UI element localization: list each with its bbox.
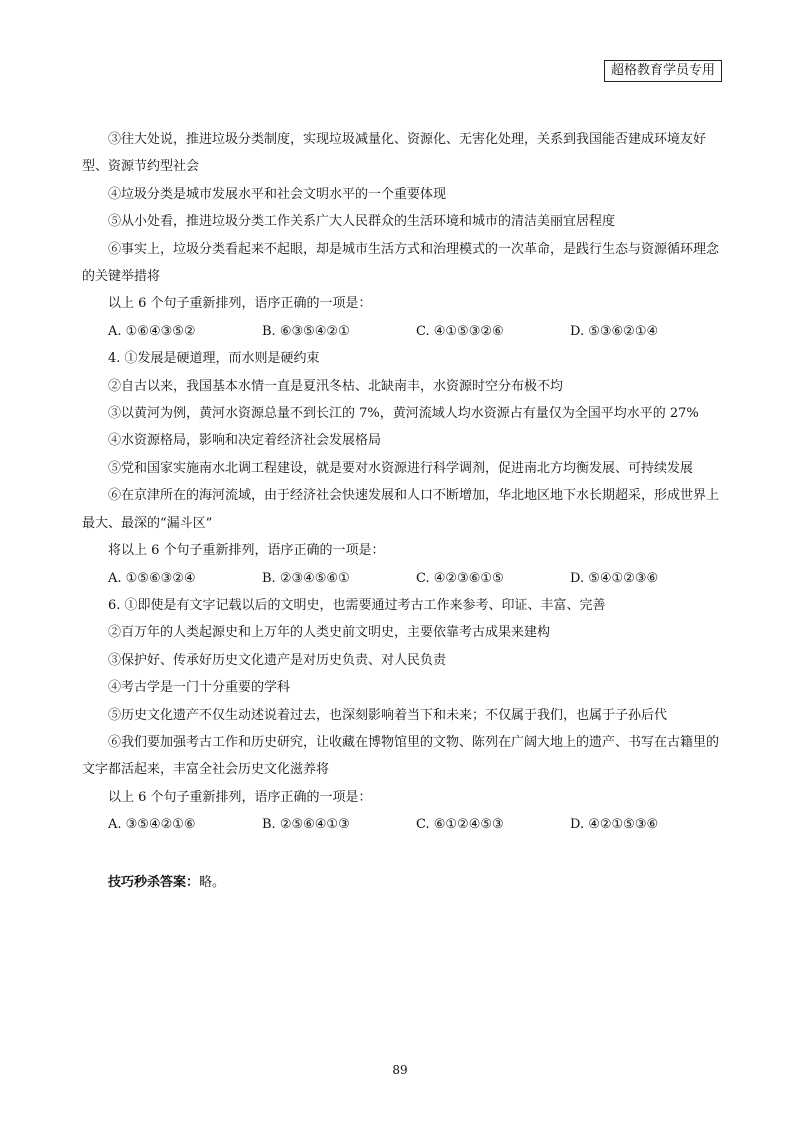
- q6-sentence-4: ④考古学是一门十分重要的学科: [108, 680, 291, 696]
- answer-label: 技巧秒杀答案：: [108, 874, 200, 890]
- sentence-5: ⑤从小处看，推进垃圾分类工作关系广大人民群众的生活环境和城市的清洁美丽宜居程度: [108, 214, 616, 230]
- q4-sentence-6: ⑥在京津所在的海河流域，由于经济社会快速发展和人口不断增加，华北地区地下水长期超采，形成世界上最大、最深的“漏斗区”: [82, 488, 720, 531]
- sentence-4: ④垃圾分类是城市发展水平和社会文明水平的一个重要体现: [108, 186, 447, 202]
- option-a: A. ①⑥④③⑤②: [108, 323, 196, 339]
- option-c: C. ⑥①②④⑤③: [416, 817, 504, 833]
- answer-value: 略。: [199, 874, 226, 890]
- option-d: D. ⑤④①②③⑥: [570, 570, 659, 586]
- options-q6: [82, 811, 724, 838]
- q4-sentence-5: ⑤党和国家实施南水北调工程建设，就是要对水资源进行科学调剂，促进南北方均衡发展、可持续发展: [108, 460, 694, 476]
- answer-line: [82, 869, 724, 896]
- option-d: D. ⑤③⑥②①④: [570, 323, 659, 339]
- option-b: B. ②⑤⑥④①③: [262, 817, 350, 833]
- question-prompt: 以上 6 个句子重新排列，语序正确的一项是：: [108, 296, 372, 312]
- option-a: A. ①⑤⑥③②④: [108, 570, 196, 586]
- option-b: B. ⑥③⑤④②①: [262, 323, 350, 339]
- options-q3: [82, 318, 724, 345]
- sentence-3: ③往大处说，推进垃圾分类制度，实现垃圾减量化、资源化、无害化处理，关系到我国能否建成环境友好型、资源节约型社会: [82, 132, 707, 175]
- page-number: 89: [392, 1063, 408, 1077]
- q4-prompt: 将以上 6 个句子重新排列，语序正确的一项是：: [108, 543, 385, 559]
- document-body: [82, 126, 724, 896]
- option-c: C. ④②③⑥①⑤: [416, 570, 504, 586]
- option-d: D. ④②①⑤③⑥: [570, 817, 659, 833]
- q4-sentence-4: ④水资源格局，影响和决定着经济社会发展格局: [108, 433, 382, 449]
- sentence-6: ⑥事实上，垃圾分类看起来不起眼，却是城市生活方式和治理模式的一次革命，是践行生态与资源循环理念的关键举措将: [82, 241, 720, 285]
- q6-sentence-3: ③保护好、传承好历史文化遗产是对历史负责、对人民负责: [108, 652, 447, 668]
- q4-sentence-3: ③以黄河为例，黄河水资源总量不到长江的 7%，黄河流域人均水资源占有量仅为全国平均水平的 27%: [108, 406, 699, 422]
- q6-sentence-1: 6. ①即使是有文字记载以后的文明史，也需要通过考古工作来参考、印证、丰富、完善: [108, 597, 606, 613]
- q6-sentence-6: ⑥我们要加强考古工作和历史研究，让收藏在博物馆里的文物、陈列在广阔大地上的遗产、书写在古籍里的文字都活起来，丰富全社会历史文化滋养将: [82, 734, 720, 778]
- q4-sentence-1: 4. ①发展是硬道理，而水则是硬约束: [108, 351, 320, 367]
- q6-sentence-5: ⑤历史文化遗产不仅生动述说着过去，也深刻影响着当下和未来；不仅属于我们，也属于子孙后代: [108, 707, 668, 723]
- q6-sentence-2: ②百万年的人类起源史和上万年的人类史前文明史，主要依靠考古成果来建构: [108, 625, 551, 641]
- option-b: B. ②③④⑤⑥①: [262, 570, 350, 586]
- option-a: A. ③⑤④②①⑥: [108, 817, 196, 833]
- option-c: C. ④①⑤③②⑥: [416, 323, 504, 339]
- q4-sentence-2: ②自古以来，我国基本水情一直是夏汛冬枯、北缺南丰，水资源时空分布极不均: [108, 378, 564, 394]
- header-badge: 超格教育学员专用: [604, 60, 722, 82]
- q6-prompt: 以上 6 个句子重新排列，语序正确的一项是：: [108, 789, 372, 805]
- options-q4: [82, 565, 724, 592]
